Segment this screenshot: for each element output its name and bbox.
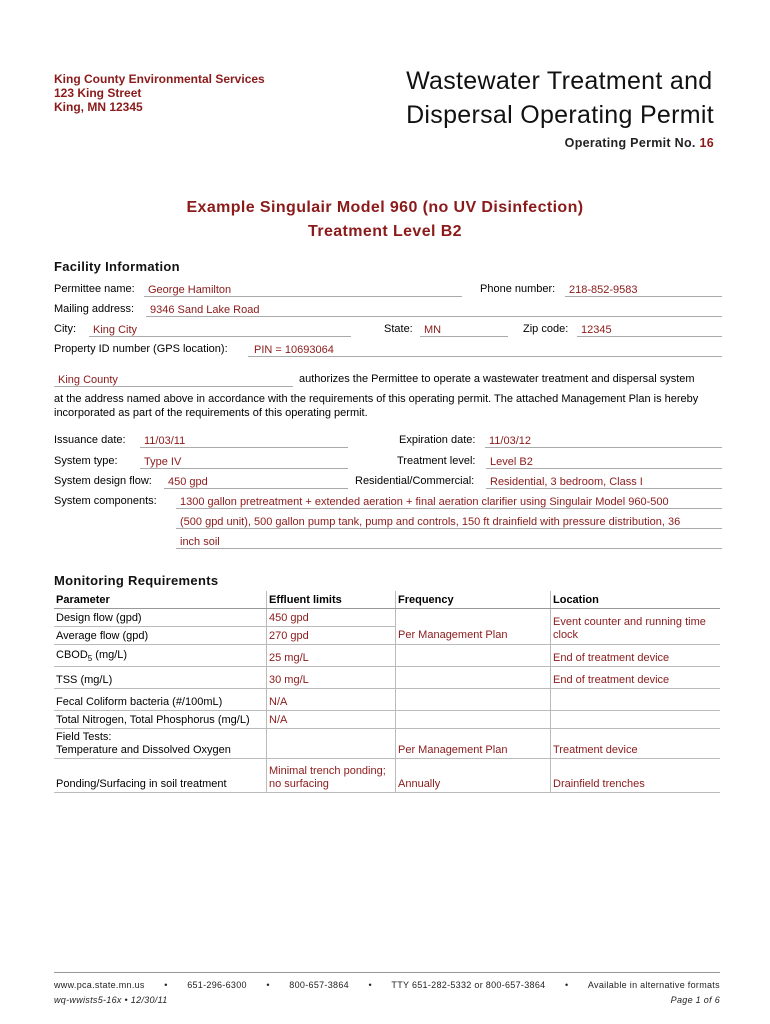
col-parameter: Parameter — [54, 591, 267, 609]
zip-label: Zip code: — [523, 323, 569, 335]
row-fecal: Fecal Coliform bacteria (#/100mL) — [54, 689, 267, 711]
treatment-level-field[interactable]: Level B2 — [486, 455, 722, 469]
authority-paragraph: at the address named above in accordance with the requirements of this operating permit. The attached Management Plan is hereby incorporated as part of the requirements of this operating permit. — [54, 393, 699, 419]
footer-divider — [54, 972, 720, 973]
flow-location: Event counter and running time clock — [551, 609, 721, 645]
tss-frequency — [396, 667, 551, 689]
design-flow-field[interactable]: 450 gpd — [164, 475, 348, 489]
footer-tollfree: 800-657-3864 — [289, 980, 349, 990]
footer-bullet: • — [564, 980, 569, 990]
row-cbod — [54, 645, 267, 667]
cbod-prefix: CBOD — [56, 648, 88, 661]
property-field[interactable]: PIN = 10693064 — [248, 343, 722, 357]
field-tests-location: Treatment device — [551, 729, 721, 759]
res-com-field[interactable]: Residential, 3 bedroom, Class I — [486, 475, 722, 489]
org-address — [54, 72, 265, 114]
res-com-label: Residential/Commercial: — [355, 475, 475, 487]
fecal-frequency — [396, 689, 551, 711]
components-field-3[interactable]: inch soil — [176, 535, 722, 549]
state-field[interactable]: MN — [420, 323, 508, 337]
footer-doc-code: wq-wwists5-16x • 12/30/11 — [54, 995, 168, 1005]
ponding-location: Drainfield trenches — [551, 759, 721, 793]
footer-bullet: • — [164, 980, 168, 990]
components-label: System components: — [54, 495, 157, 507]
expiration-label: Expiration date: — [399, 434, 476, 446]
system-type-field[interactable]: Type IV — [140, 455, 348, 469]
footer-bullet: • — [368, 980, 372, 990]
permit-number-value: 16 — [699, 136, 714, 150]
table-row — [54, 759, 720, 793]
row-average-flow: Average flow (gpd) — [54, 627, 267, 645]
footer-bullet: • — [266, 980, 270, 990]
example-line-1: Example Singulair Model 960 (no UV Disinfection) — [186, 199, 584, 216]
field-tests-detail: Temperature and Dissolved Oxygen — [56, 744, 231, 756]
footer-page-number: Page 1 of 6 — [670, 995, 720, 1005]
zip-field[interactable]: 12345 — [577, 323, 722, 337]
cbod-location: End of treatment device — [551, 645, 721, 667]
phone-label: Phone number: — [480, 283, 556, 295]
tss-location: End of treatment device — [551, 667, 721, 689]
issuance-field[interactable]: 11/03/11 — [140, 434, 348, 448]
footer-web: www.pca.state.mn.us — [54, 980, 145, 990]
example-line-2: Treatment Level B2 — [308, 223, 462, 240]
tss-limit: 30 mg/L — [267, 667, 396, 689]
property-label: Property ID number (GPS location): — [54, 343, 228, 355]
flow-frequency: Per Management Plan — [396, 609, 551, 645]
table-row — [54, 609, 720, 627]
fecal-location — [551, 689, 721, 711]
col-effluent-limits: Effluent limits — [267, 591, 396, 609]
cbod-subscript: 5 — [87, 654, 93, 663]
row-tss: TSS (mg/L) — [54, 667, 267, 689]
fecal-limit: N/A — [267, 689, 396, 711]
expiration-field[interactable]: 11/03/12 — [485, 434, 722, 448]
design-flow-limit: 450 gpd — [267, 609, 396, 627]
authority-text: authorizes the Permittee to operate a wastewater treatment and dispersal system — [299, 373, 695, 385]
field-tests-label: Field Tests: — [56, 731, 112, 743]
ponding-limit: Minimal trench ponding; no surfacing — [267, 759, 396, 793]
phone-field[interactable]: 218-852-9583 — [565, 283, 722, 297]
state-label: State: — [384, 323, 413, 335]
example-heading — [0, 196, 770, 244]
document-title — [406, 64, 714, 132]
permittee-label: Permittee name: — [54, 283, 135, 295]
org-city: King, MN 12345 — [54, 100, 143, 114]
org-name: King County Environmental Services — [54, 72, 265, 86]
authority-field[interactable]: King County — [54, 373, 293, 387]
cbod-suffix: (mg/L) — [92, 648, 128, 661]
ponding-frequency: Annually — [396, 759, 551, 793]
mailing-label: Mailing address: — [54, 303, 135, 315]
cbod-frequency — [396, 645, 551, 667]
row-field-tests — [54, 729, 267, 759]
col-frequency: Frequency — [396, 591, 551, 609]
title-line-1: Wastewater Treatment and — [406, 67, 713, 95]
row-design-flow: Design flow (gpd) — [54, 609, 267, 627]
table-row — [54, 711, 720, 729]
monitoring-table — [54, 591, 720, 793]
col-location: Location — [551, 591, 721, 609]
footer-contacts — [54, 980, 720, 990]
table-row — [54, 689, 720, 711]
city-field[interactable]: King City — [89, 323, 351, 337]
nitrogen-limit: N/A — [267, 711, 396, 729]
footer-tty: TTY 651-282-5332 or 800-657-3864 — [391, 980, 546, 990]
nitrogen-frequency — [396, 711, 551, 729]
mailing-field[interactable]: 9346 Sand Lake Road — [146, 303, 722, 317]
issuance-label: Issuance date: — [54, 434, 126, 446]
permit-number — [565, 136, 714, 150]
city-label: City: — [54, 323, 76, 335]
system-type-label: System type: — [54, 455, 118, 467]
row-nitrogen: Total Nitrogen, Total Phosphorus (mg/L) — [54, 711, 267, 729]
title-line-2: Dispersal Operating Permit — [406, 101, 714, 129]
nitrogen-location — [551, 711, 721, 729]
field-tests-limit — [267, 729, 396, 759]
permittee-field[interactable]: George Hamilton — [144, 283, 462, 297]
table-row — [54, 645, 720, 667]
footer-meta — [54, 995, 720, 1005]
monitoring-heading: Monitoring Requirements — [54, 573, 219, 588]
treatment-level-label: Treatment level: — [397, 455, 476, 467]
footer-phone: 651-296-6300 — [187, 980, 247, 990]
components-field-1[interactable]: 1300 gallon pretreatment + extended aeration + final aeration clarifier using Singulair Model 960-500 — [176, 495, 722, 509]
permit-label: Operating Permit No. — [564, 136, 696, 150]
table-row — [54, 729, 720, 759]
cbod-limit: 25 mg/L — [267, 645, 396, 667]
table-row — [54, 667, 720, 689]
org-street: 123 King Street — [54, 86, 142, 100]
row-ponding: Ponding/Surfacing in soil treatment — [54, 759, 267, 793]
footer-alt-formats: Available in alternative formats — [587, 980, 720, 990]
components-field-2[interactable]: (500 gpd unit), 500 gallon pump tank, pump and controls, 150 ft drainfield with pressure distribution, 36 — [176, 515, 722, 529]
field-tests-frequency: Per Management Plan — [396, 729, 551, 759]
facility-heading: Facility Information — [54, 259, 180, 274]
average-flow-limit: 270 gpd — [267, 627, 396, 645]
table-header-row — [54, 591, 720, 609]
design-flow-label: System design flow: — [54, 475, 152, 487]
